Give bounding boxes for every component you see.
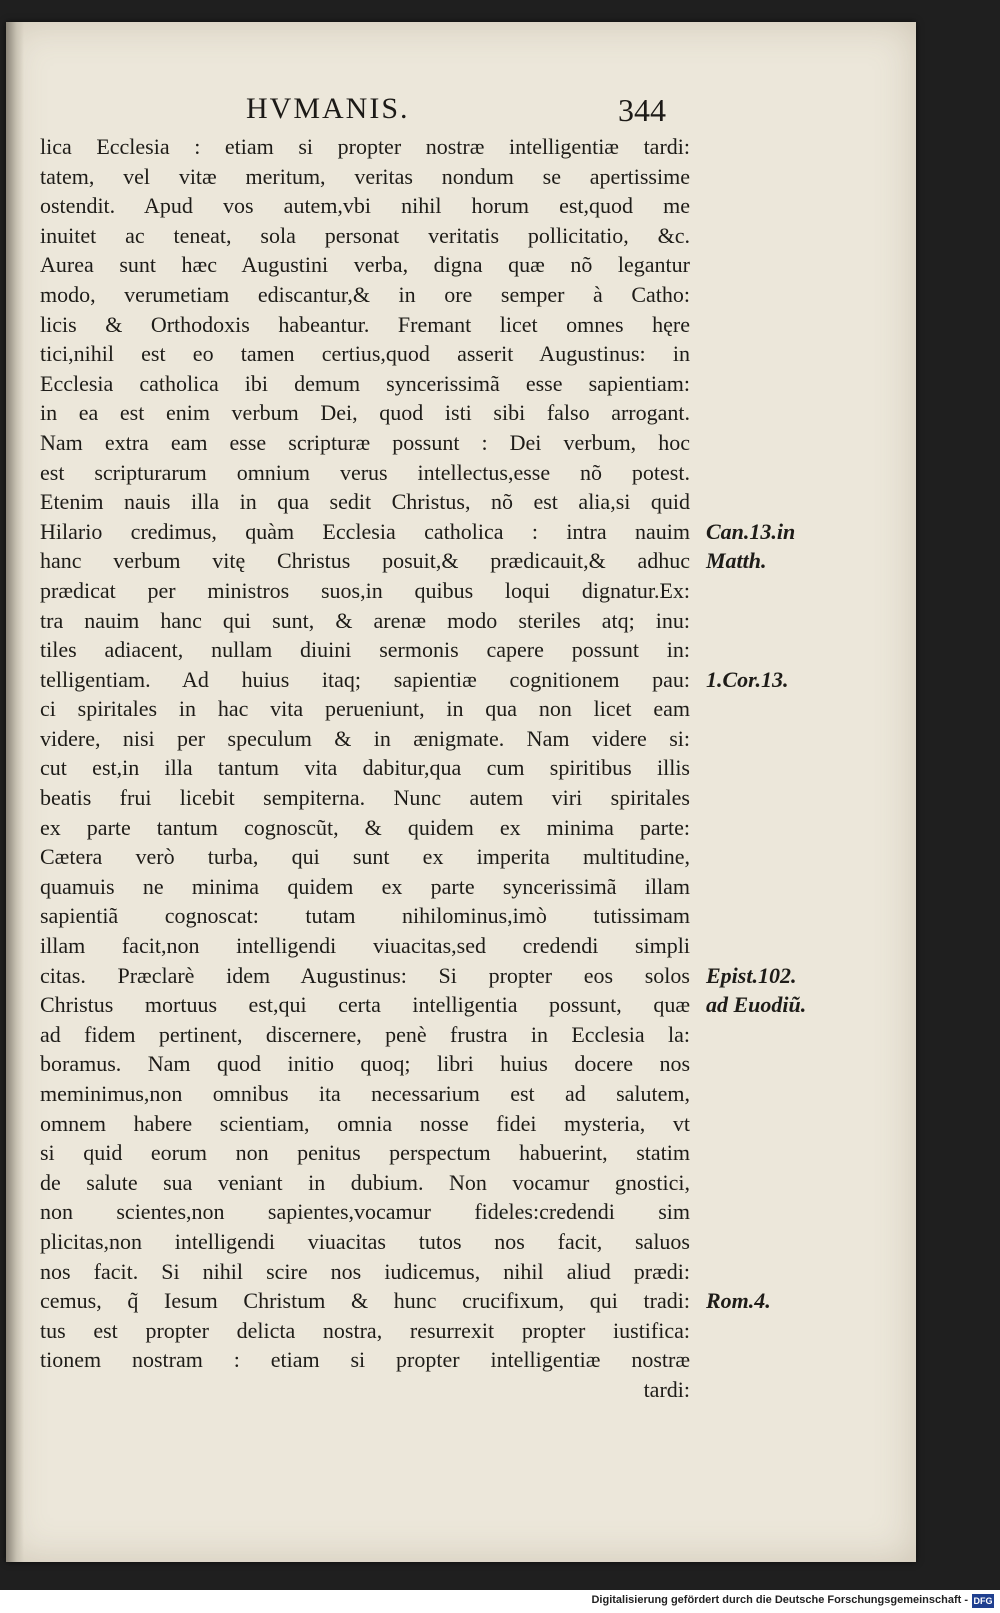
dfg-logo-icon: DFG [973,1596,993,1606]
text-line: licis & Orthodoxis habeantur. Fremant licet omnes hęre [40,311,690,337]
text-line: sapientiã cognoscat: tutam nihilominus,imò tutissimam [40,903,690,929]
text-line: illam facit,non intelligendi viuacitas,sed credendi simpli [40,933,690,959]
text-line: tiles adiacent, nullam diuini sermonis capere possunt in: [40,637,690,663]
margin-note: 1.Cor.13. [706,666,789,692]
text-line: non scientes,non sapientes,vocamur fideles:credendi sim [40,1199,690,1225]
text-line: quamuis ne minima quidem ex parte syncerissimã illam [40,873,690,899]
text-line: inuitet ac teneat, sola personat veritatis pollicitatio, &c. [40,222,690,248]
margin-note: Rom.4. [706,1288,771,1314]
text-line: boramus. Nam quod initio quoq; libri huius docere nos [40,1051,690,1077]
text-line: videre, nisi per speculum & in ænigmate. Nam videre si: [40,725,690,751]
text-line: beatis frui licebit sempiterna. Nunc autem viri spiritales [40,785,690,811]
margin-note: Matth. [706,548,767,574]
text-line: tatem, vel vitæ meritum, veritas nondum se apertissime [40,163,690,189]
text-line: plicitas,non intelligendi viuacitas tutos nos facit, saluos [40,1228,690,1254]
text-line: nos facit. Si nihil scire nos iudicemus, nihil aliud prædi: [40,1258,690,1284]
text-line: est scripturarum omnium verus intellectus,esse nõ potest. [40,459,690,485]
text-line: tus est propter delicta nostra, resurrexit propter iustifica: [40,1317,690,1343]
text-line: telligentiam. Ad huius itaq; sapientiæ cognitionem pau: [40,666,690,692]
text-line: de salute sua veniant in dubium. Non vocamur gnostici, [40,1169,690,1195]
text-line: tardi: [643,1376,690,1402]
text-line: ci spiritales in hac vita perueniunt, in qua non licet eam [40,696,690,722]
text-line: meminimus,non omnibus ita necessarium est ad salutem, [40,1081,690,1106]
text-line: ex parte tantum cognoscũt, & quidem ex minima parte: [40,814,690,840]
text-line: Ecclesia catholica ibi demum syncerissimã esse sapientiam: [40,370,690,396]
text-line: lica Ecclesia : etiam si propter nostræ intelligentiæ tardi: [40,134,690,159]
book-page [6,22,916,1562]
text-line: in ea est enim verbum Dei, quod isti sibi falso arrogant. [40,400,690,426]
margin-note: Can.13.in [706,518,796,544]
text-line: prædicat per ministros suos,in quibus loqui dignatur.Ex: [40,577,690,603]
text-line: ad fidem pertinent, discernere, penè frustra in Ecclesia la: [40,1021,690,1047]
text-line: si quid eorum non penitus perspectum habuerint, statim [40,1140,690,1166]
text-line: ostendit. Apud vos autem,vbi nihil horum est,quod me [40,193,690,219]
page-header [6,92,916,132]
footer-bar [0,1590,1000,1613]
text-line: cut est,in illa tantum vita dabitur,qua cum spiritibus illis [40,755,690,781]
text-line: cemus, q̃ Iesum Christum & hunc crucifixum, qui tradi: [40,1288,690,1314]
text-line: omnem habere scientiam, omnia nosse fidei mysteria, vt [40,1110,690,1136]
body-text [40,132,690,1405]
running-head: HVMANIS. [246,92,410,125]
text-line: Christus mortuus est,qui certa intelligentia possunt, quæ [40,992,690,1018]
text-line: citas. Præclarè idem Augustinus: Si propter eos solos [40,962,690,988]
text-line: Cætera verò turba, qui sunt ex imperita multitudine, [40,844,690,870]
text-line: Hilario credimus, quàm Ecclesia catholica : intra nauim [40,518,690,544]
text-line: tra nauim hanc qui sunt, & arenæ modo steriles atq; inu: [40,607,690,633]
margin-note: ad Euodiũ. [706,992,807,1018]
text-line: Aurea sunt hæc Augustini verba, digna quæ nõ legantur [40,252,690,278]
text-line: Etenim nauis illa in qua sedit Christus, nõ est alia,si quid [40,489,690,515]
text-line: hanc verbum vitę Christus posuit,& prædicauit,& adhuc [40,548,690,574]
text-line: tionem nostram : etiam si propter intelligentiæ nostræ [40,1347,690,1373]
text-line: Nam extra eam esse scripturæ possunt : Dei verbum, hoc [40,429,690,455]
footer-credit: Digitalisierung gefördert durch die Deutsche Forschungsgemeinschaft - [591,1594,968,1606]
text-line: tici,nihil est eo tamen certius,quod asserit Augustinus: in [40,341,690,367]
text-line: modo, verumetiam ediscantur,& in ore semper à Catho: [40,281,690,307]
page-number: 344 [618,92,666,128]
margin-note: Epist.102. [706,962,797,988]
